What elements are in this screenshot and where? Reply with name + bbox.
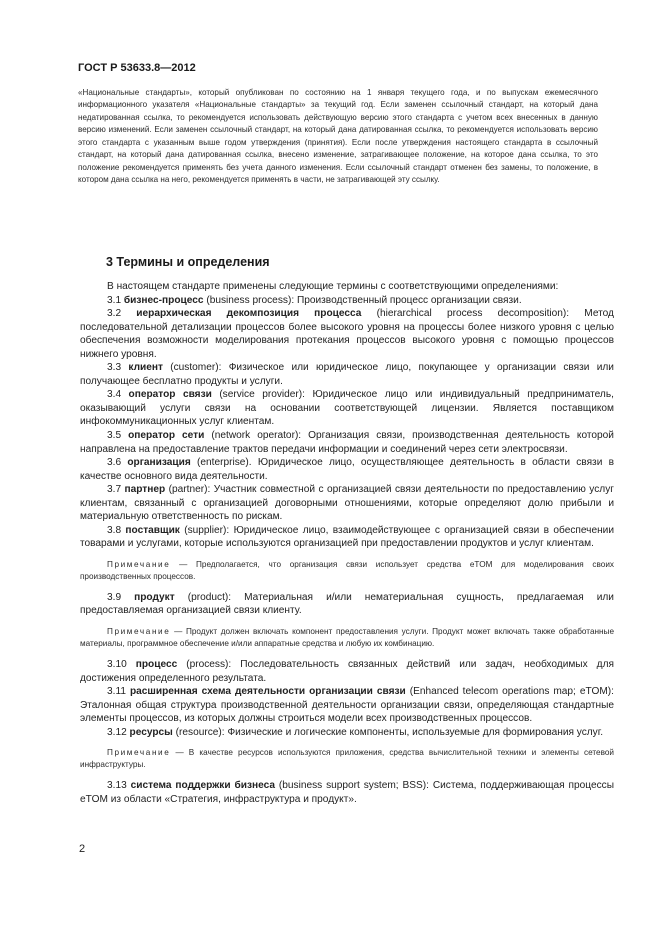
- definition-3-3: 3.3 клиент (customer): Физическое или юридическое лицо, покупающее у организации связи или получающее бесплатно продукты и услуги.: [80, 362, 614, 387]
- intro-text: «Национальные стандарты», который опубликован по состоянию на 1 января текущего года, и по выпускам ежемесячного информационного указателя «Национальные стандарты» за текущий год. Если заменен ссылочный стандарт, на который дана недатированная ссылка, то рекомендуется использовать действующую версию этого стандарта с учетом всех внесенных в данную версию изменений. Если заменен ссылочный стандарт, на который дана датированная ссылка, то рекомендуется использовать версию этого стандарта с указанным выше годом утверждения (принятия). Если после утверждения настоящего стандарта в ссылочный стандарт, на который дана датированная ссылка, внесено изменение, затрагивающее положение, на которое дана ссылка, то это положение рекомендуется применять без учета данного изменения. Если ссылочный стандарт отменен без замены, то положение, в котором дана ссылка на него, рекомендуется применять в части, не затрагивающей эту ссылку.: [78, 88, 598, 185]
- definition-3-8: 3.8 поставщик (supplier): Юридическое лицо, взаимодействующее с организацией связи в обеспечении товарами и услугами, которые используются организацией при предоставлении продуктов и услуг клиентам.: [80, 524, 614, 550]
- term: партнер: [124, 484, 166, 496]
- definition-3-4: 3.4 оператор связи (service provider): Юридическое лицо или индивидуальный предприниматель, оказывающий услуги связи на основании соответствующей лицензии. Является поставщиком инфокоммуникационных услуг клиентам.: [80, 389, 614, 428]
- note-label: Примечание: [107, 559, 171, 569]
- note-1: Примечание — Предполагается, что организация связи использует средства eTOM для моделирования своих производственных процессов.: [80, 559, 614, 581]
- definition-3-13: 3.13 система поддержки бизнеса (business support system; BSS): Система, поддерживающая процессы eTOM из области «Стратегия, инфраструктура и продукт».: [80, 780, 614, 805]
- page-number: 2: [79, 843, 86, 855]
- term: поставщик: [125, 524, 180, 536]
- definition-3-6: 3.6 организация (enterprise). Юридическое лицо, осуществляющее деятельность в области связи в качестве основного вида деятельности.: [80, 457, 614, 482]
- note-label: Примечание: [107, 627, 171, 637]
- note-label: Примечание: [107, 748, 171, 758]
- term: система поддержки бизнеса: [130, 780, 275, 792]
- note-3: Примечание — В качестве ресурсов используются приложения, средства вычислительной техники и элементы сетевой инфраструктуры.: [80, 748, 614, 770]
- term: иерархическая декомпозиция процесса: [136, 308, 362, 320]
- intro-paragraph: [78, 87, 598, 187]
- term: расширенная схема деятельности организации связи: [129, 686, 406, 698]
- definition-3-9: 3.9 продукт (product): Материальная и/или нематериальная сущность, предлагаемая или предоставляемая организацией связи клиенту.: [80, 591, 614, 617]
- definition-3-7: 3.7 партнер (partner): Участник совместной с организацией связи деятельности по предоставлению услуг клиентам, связанный с организацией договорными отношениями, которые определяют долю прибыли и материальную ответственность по рискам.: [80, 484, 614, 523]
- term: продукт: [134, 591, 175, 603]
- definition-3-10: 3.10 процесс (process): Последовательность связанных действий или задач, необходимых для достижения определенного результата.: [80, 659, 614, 684]
- definition-3-11: 3.11 расширенная схема деятельности организации связи (Enhanced telecom operations map; eTOM): Эталонная общая структура производственной деятельности организации связи, определяющая стандартные элементы процессов, из которых должны строиться модели всех производственных процессов.: [80, 686, 614, 725]
- term: ресурсы: [129, 726, 173, 738]
- term: процесс: [135, 659, 178, 671]
- definition-3-2: 3.2 иерархическая декомпозиция процесса (hierarchical process decomposition): Метод последовательной детализации процессов более высокого уровня на процессы более низкого уровня с целью обеспечения возможности моделирования протекания процессов высокого уровня с помощью процессов нижнего уровня.: [80, 308, 614, 360]
- term: бизнес-процесс: [123, 294, 204, 306]
- definition-3-12: 3.12 ресурсы (resource): Физические и логические компоненты, используемые для формирования услуг.: [107, 726, 604, 738]
- term: оператор связи: [128, 389, 212, 401]
- note-2: Примечание — Продукт должен включать компонент предоставления услуги. Продукт может включать также обработанные материалы, программное обеспечение и/или аппаратные средства и любую их комбинацию.: [80, 627, 614, 649]
- document-header: ГОСТ Р 53633.8—2012: [78, 62, 196, 74]
- term: организация: [127, 457, 191, 469]
- definition-3-5: 3.5 оператор сети (network operator): Организация связи, производственная деятельность которой направлена на предоставление трактов передачи информации и соединений через сети электросвязи.: [80, 430, 614, 455]
- definitions-list: [80, 280, 614, 806]
- section-lead: В настоящем стандарте применены следующие термины с соответствующими определениями:: [107, 281, 559, 292]
- term: клиент: [128, 362, 163, 374]
- section-title: 3 Термины и определения: [106, 255, 270, 269]
- definition-3-1: 3.1 бизнес-процесс (business process): Производственный процесс организации связи.: [107, 294, 522, 306]
- term: оператор сети: [128, 430, 205, 442]
